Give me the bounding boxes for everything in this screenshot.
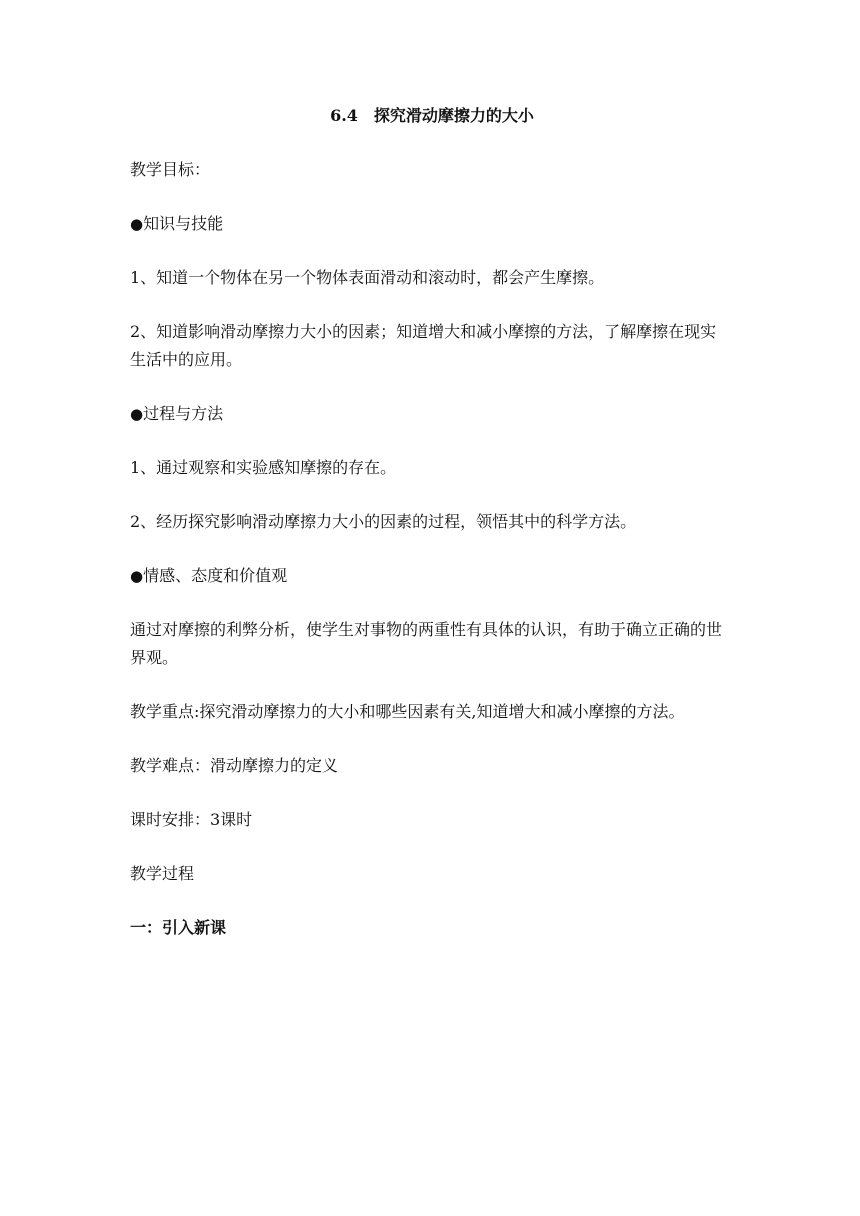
difficulties: 教学难点：滑动摩擦力的定义 bbox=[130, 756, 339, 775]
key-points: 教学重点:探究滑动摩擦力的大小和哪些因素有关,知道增大和减小摩擦的方法。 bbox=[130, 702, 685, 721]
knowledge-heading-text: 知识与技能 bbox=[143, 214, 224, 233]
schedule: 课时安排：3课时 bbox=[130, 810, 253, 829]
teaching-process-heading: 教学过程 bbox=[130, 864, 195, 883]
emotion-text: 通过对摩擦的利弊分析，使学生对事物的两重性有具体的认识，有助于确立正确的世界观。 bbox=[130, 620, 723, 667]
bullet-icon: ● bbox=[130, 405, 144, 423]
process-item-2: 2、经历探究影响滑动摩擦力大小的因素的过程，领悟其中的科学方法。 bbox=[130, 512, 637, 531]
document-title: 6.4 探究滑动摩擦力的大小 bbox=[330, 106, 534, 125]
part-one-heading: 一：引入新课 bbox=[130, 918, 227, 937]
knowledge-heading bbox=[130, 210, 730, 238]
emotion-heading-text: 情感、态度和价值观 bbox=[143, 566, 288, 585]
knowledge-item-1: 1、知道一个物体在另一个物体表面滑动和滚动时，都会产生摩擦。 bbox=[130, 268, 605, 287]
emotion-heading bbox=[130, 562, 730, 590]
process-item-1: 1、通过观察和实验感知摩擦的存在。 bbox=[130, 458, 397, 477]
objectives-heading: 教学目标： bbox=[130, 160, 211, 179]
process-heading bbox=[130, 400, 730, 428]
document-content bbox=[130, 102, 730, 968]
bullet-icon: ● bbox=[130, 215, 144, 233]
knowledge-item-2: 2、知道影响滑动摩擦力大小的因素；知道增大和减小摩擦的方法，了解摩擦在现实生活中的应用。 bbox=[130, 322, 717, 369]
bullet-icon: ● bbox=[130, 567, 144, 585]
process-heading-text: 过程与方法 bbox=[143, 404, 224, 423]
